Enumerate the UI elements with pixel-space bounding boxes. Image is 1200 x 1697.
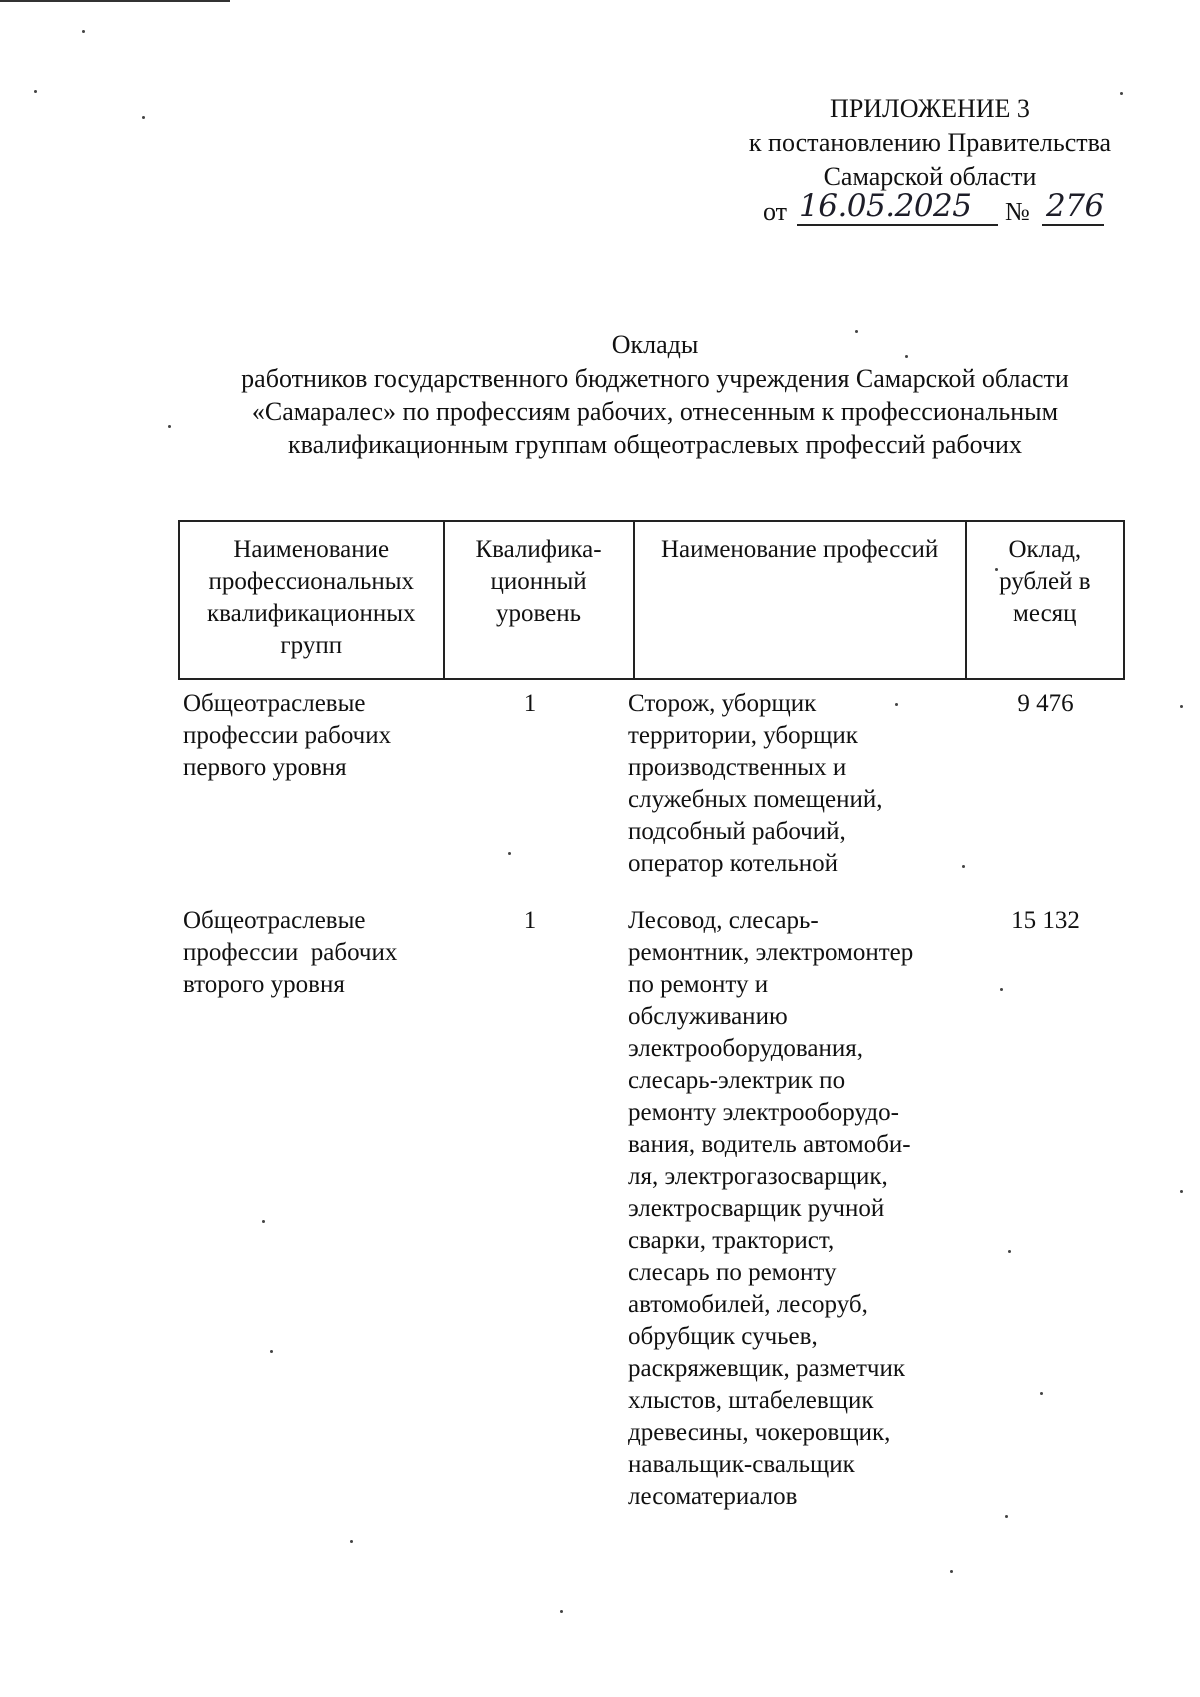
profession-line: навальщик-свальщик	[628, 1451, 855, 1478]
title-line-1: работников государственного бюджетного учреждения Самарской области	[241, 364, 1069, 393]
group-name-cell	[183, 688, 391, 784]
title-main: Оклады	[611, 330, 699, 359]
qualification-level: 1	[523, 690, 537, 717]
profession-line: электрооборудования,	[628, 1035, 864, 1062]
scan-speck	[508, 852, 511, 855]
salary-table-header	[178, 520, 1125, 680]
profession-list-cell	[628, 905, 913, 1513]
profession-line: обрубщик сучьев,	[628, 1323, 818, 1350]
handwritten-date: 16.05.2025	[799, 188, 972, 224]
header-profession-line: Наименование профессий	[660, 536, 939, 563]
scan-speck	[1005, 1515, 1008, 1518]
group-name-line: Общеотраслевые	[183, 907, 366, 934]
salary-value: 9 476	[1017, 690, 1074, 717]
profession-line: автомобилей, лесоруб,	[628, 1291, 868, 1318]
profession-line: ремонту электрооборудо-	[628, 1099, 899, 1126]
scan-speck	[950, 1570, 953, 1573]
date-underline	[797, 224, 998, 226]
header-group-line: профессиональных	[208, 568, 415, 595]
profession-list-cell	[628, 688, 882, 880]
scan-speck	[350, 1540, 353, 1543]
header-level-line: уровень	[496, 600, 582, 627]
profession-line: по ремонту и	[628, 971, 769, 998]
header-salary-line: рублей в	[999, 568, 1091, 595]
appendix-decree-line: к постановлению Правительства	[748, 128, 1112, 157]
scan-speck	[905, 355, 908, 358]
number-underline	[1042, 224, 1104, 226]
profession-line: вания, водитель автомоби-	[628, 1131, 911, 1158]
profession-line: сварки, тракторист,	[628, 1227, 835, 1254]
scan-speck	[1040, 1392, 1043, 1395]
profession-line: лесоматериалов	[628, 1483, 798, 1510]
profession-line: оператор котельной	[628, 850, 838, 877]
number-sign: №	[1005, 197, 1030, 226]
scan-speck	[1120, 92, 1123, 95]
header-salary-line: Оклад,	[1008, 536, 1082, 563]
scan-speck	[560, 1610, 563, 1613]
group-name-line: первого уровня	[183, 754, 347, 781]
group-name-line: профессии рабочих	[183, 939, 398, 966]
profession-line: ремонтник, электромонтер	[628, 939, 914, 966]
scan-speck	[1180, 1190, 1183, 1193]
salary-value: 15 132	[1011, 907, 1080, 934]
profession-line: территории, уборщик	[628, 722, 858, 749]
profession-line: обслуживанию	[628, 1003, 788, 1030]
scan-speck	[995, 568, 998, 571]
group-name-cell	[183, 905, 397, 1001]
scan-speck	[1008, 1250, 1011, 1253]
header-level-line: Квалифика-	[475, 536, 602, 563]
header-group-line: Наименование	[233, 536, 390, 563]
header-level-cell	[444, 521, 634, 679]
header-group-line: квалификационных	[206, 600, 416, 627]
scan-speck	[168, 425, 171, 428]
scan-speck	[855, 330, 858, 333]
profession-line: ля, электрогазосварщик,	[628, 1163, 888, 1190]
profession-line: Лесовод, слесарь-	[628, 907, 819, 934]
date-prefix: от	[763, 197, 788, 226]
scan-speck	[1180, 705, 1183, 708]
scan-edge-line	[0, 0, 230, 2]
header-profession-cell	[634, 521, 966, 679]
profession-line: хлыстов, штабелевщик	[628, 1387, 874, 1414]
profession-line: древесины, чокеровщик,	[628, 1419, 891, 1446]
scan-speck	[270, 1350, 273, 1353]
handwritten-number: 276	[1046, 188, 1104, 224]
profession-line: слесарь-электрик по	[628, 1067, 846, 1094]
profession-line: раскряжевщик, разметчик	[628, 1355, 906, 1382]
profession-line: Сторож, уборщик	[628, 690, 817, 717]
profession-line: служебных помещений,	[628, 786, 883, 813]
scan-speck	[1000, 988, 1003, 991]
title-line-2: «Самаралес» по профессиям рабочих, отнесенным к профессиональным	[251, 397, 1059, 426]
profession-line: подсобный рабочий,	[628, 818, 846, 845]
group-name-line: Общеотраслевые	[183, 690, 366, 717]
qualification-level: 1	[523, 907, 537, 934]
scan-speck	[82, 30, 85, 33]
scan-speck	[142, 116, 145, 119]
group-name-line: второго уровня	[183, 971, 345, 998]
group-name-line: профессии рабочих	[183, 722, 392, 749]
scan-speck	[34, 90, 37, 93]
profession-line: слесарь по ремонту	[628, 1259, 837, 1286]
header-group-cell	[179, 521, 444, 679]
title-line-3: квалификационным группам общеотраслевых профессий рабочих	[288, 430, 1022, 459]
profession-line: электросварщик ручной	[628, 1195, 885, 1222]
appendix-title: ПРИЛОЖЕНИЕ 3	[830, 94, 1030, 123]
appendix-region-line: Самарской области	[823, 162, 1037, 191]
header-salary-cell	[966, 521, 1124, 679]
header-group-line: групп	[280, 632, 343, 659]
header-level-line: ционный	[490, 568, 587, 595]
profession-line: производственных и	[628, 754, 847, 781]
scan-speck	[895, 703, 898, 706]
scan-speck	[262, 1220, 265, 1223]
header-salary-line: месяц	[1013, 600, 1077, 627]
scan-speck	[962, 865, 965, 868]
